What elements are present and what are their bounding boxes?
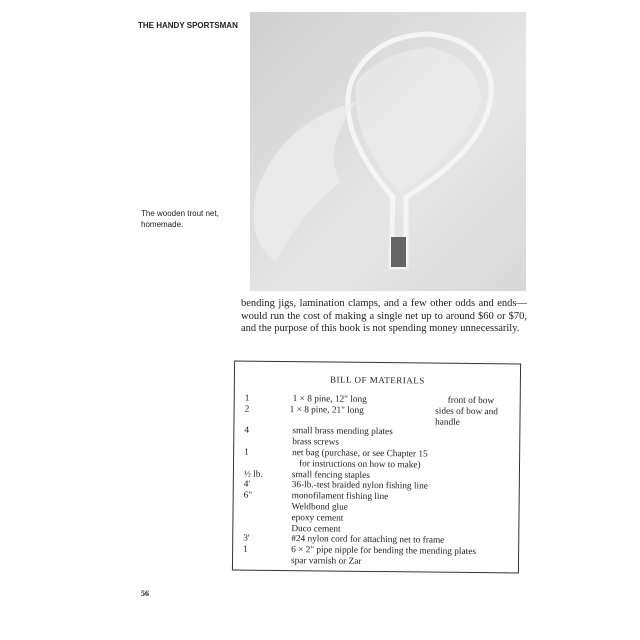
running-header: THE HANDY SPORTSMAN: [138, 21, 238, 30]
material-qty: 4': [243, 479, 251, 491]
material-item: spar varnish or Zar: [290, 556, 362, 567]
material-item: Duco cement: [291, 523, 341, 535]
material-item: 1 × 8 pine, 21" long: [289, 404, 364, 416]
material-qty: [234, 437, 292, 448]
material-item: epoxy cement: [291, 512, 344, 524]
material-qty: [234, 501, 292, 512]
material-qty: [233, 555, 291, 566]
material-item: for instructions on how to make): [291, 458, 421, 471]
material-use: front of bow: [447, 395, 495, 407]
material-qty: ½ lb.: [243, 469, 263, 480]
body-paragraph: bending jigs, lamination clamps, and a few other odds and ends—would run the cost of making a single net up to around $60 or $70, and the purpose of this book is not spending money unnecessarily.: [241, 298, 527, 334]
material-row: [233, 555, 518, 569]
caption-line: homemade.: [141, 220, 184, 229]
bill-title: BILL OF MATERIALS: [330, 374, 425, 386]
material-qty: 3': [243, 533, 250, 545]
material-use: sides of bow and handle: [435, 406, 499, 428]
material-row: [234, 404, 519, 429]
material-qty: [234, 458, 292, 469]
material-item: 36-lb.-test braided nylon fishing line: [291, 480, 428, 492]
photo-caption: [141, 208, 219, 230]
material-item: net bag (purchase, or see Chapter 15: [292, 448, 428, 460]
material-item: 1 × 8 pine, 12" long: [292, 394, 367, 405]
trout-net-photo: [250, 12, 526, 291]
material-qty: [233, 523, 291, 534]
material-qty: 6": [243, 490, 253, 501]
material-qty: 4: [244, 426, 250, 437]
material-qty: 2: [244, 404, 250, 415]
material-item: Weldbond glue: [291, 502, 348, 513]
material-item: small brass mending plates: [292, 426, 393, 438]
material-qty: 1: [243, 544, 248, 555]
bill-of-materials: [232, 361, 521, 574]
material-item: 6 × 2" pipe nipple for bending the mending plates: [291, 545, 477, 558]
page-number: 56: [141, 589, 149, 598]
material-item: monofilament fishing line: [291, 491, 389, 503]
material-qty: 1: [244, 393, 250, 404]
material-item: brass screws: [292, 437, 340, 448]
caption-line: The wooden trout net,: [141, 209, 219, 218]
material-qty: 1: [244, 447, 249, 458]
material-item: small fencing staples: [291, 469, 370, 481]
material-qty: [233, 512, 291, 523]
material-item: #24 nylon cord for attaching net to frame: [291, 534, 445, 547]
